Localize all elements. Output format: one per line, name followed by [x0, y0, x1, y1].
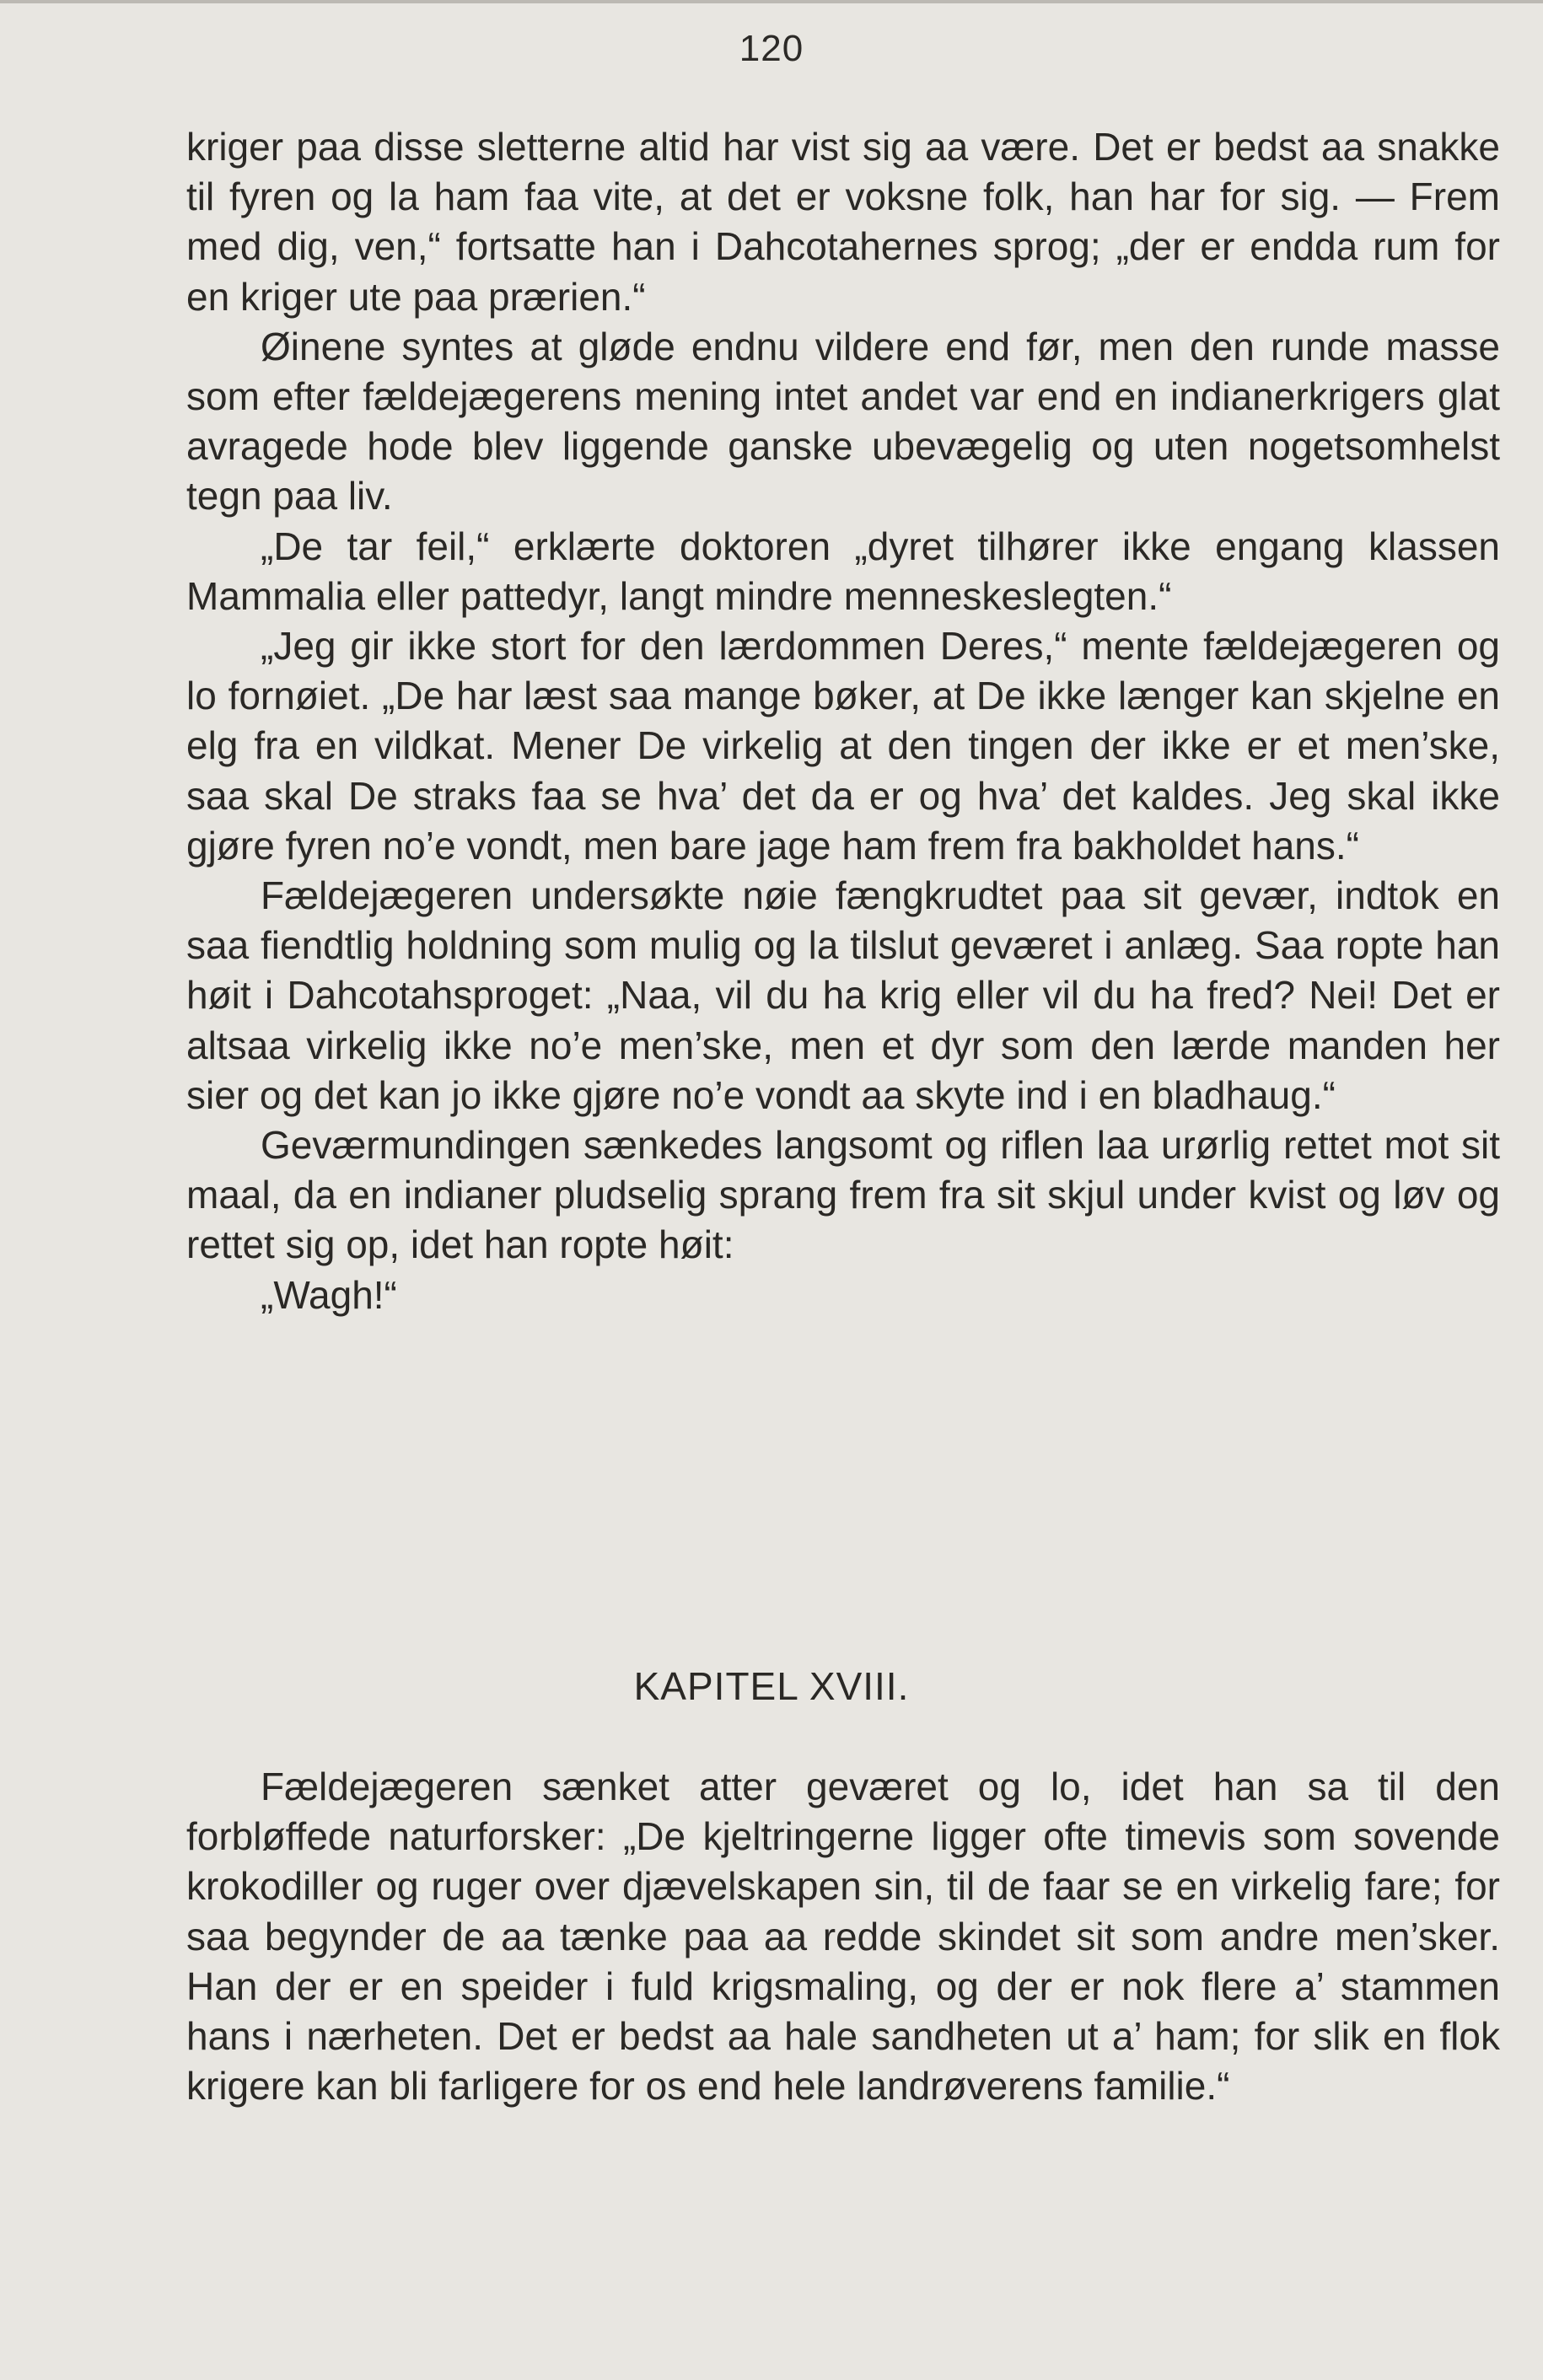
paragraph-5: Fældejægeren undersøkte nøie fængkrudtet paa sit gevær, indtok en saa fiendtlig holdning som mulig og la tilslut geværet i anlæg. Saa ropte han høit i Dahcotahsproget: „Naa, vil du ha krig eller vil du ha fred? Nei! Det er altsaa virkelig ikke no’e men’ske, men et dyr som den lærde manden her sier og det kan jo ikke gjøre no’e vondt aa skyte ind i en bladhaug.“ [186, 873, 1500, 1117]
paragraph-1: kriger paa disse sletterne altid har vist sig aa være. Det er bedst aa snakke til fyren og la ham faa vite, at det er voksne folk, han har for sig. — Frem med dig, ven,“ fortsatte han i Dahcotahernes sprog; „der er endda rum for en kriger ute paa prærien.“ [186, 125, 1500, 319]
page-number: 120 [739, 28, 804, 69]
paragraph-6: Geværmundingen sænkedes langsomt og riflen laa urørlig rettet mot sit maal, da en indianer pludselig sprang frem fra sit skjul under kvist og løv og rettet sig op, idet han ropte høit: [186, 1123, 1500, 1267]
page-top-edge [0, 0, 1543, 3]
chapter-heading: KAPITEL XVIII. [633, 1664, 910, 1708]
body-text-after-chapter [186, 1762, 1500, 2111]
chapter-paragraph-1: Fældejægeren sænket atter geværet og lo, idet han sa til den forbløffede naturforsker: „De kjeltringerne ligger ofte timevis som sovende krokodiller og ruger over djævelskapen sin, til de faar se en virkelig fare; for saa begynder de aa tænke paa aa redde skindet sit som andre men’sker. Han der er en speider i fuld krigsmaling, og der er nok flere a’ stammen hans i nærheten. Det er bedst aa hale sandheten ut a’ ham; for slik en flok krigere kan bli farligere for os end hele landrøverens familie.“ [186, 1765, 1500, 2109]
paragraph-3: „De tar feil,“ erklærte doktoren „dyret tilhører ikke engang klassen Mammalia eller pattedyr, langt mindre menneskeslegten.“ [186, 524, 1500, 618]
paragraph-4: „Jeg gir ikke stort for den lærdommen Deres,“ mente fældejægeren og lo fornøiet. „De har læst saa mange bøker, at De ikke længer kan skjelne en elg fra en vildkat. Mener De virkelig at den tingen der ikke er et men’ske, saa skal De straks faa se hva’ det da er og hva’ det kaldes. Jeg skal ikke gjøre fyren no’e vondt, men bare jage ham frem fra bakholdet hans.“ [186, 624, 1500, 868]
body-text-before-chapter [186, 122, 1500, 1320]
paragraph-2: Øinene syntes at gløde endnu vildere end før, men den runde masse som efter fældejægerens mening intet andet var end en indianerkrigers glat avragede hode blev liggende ganske ubevægelig og uten nogetsomhelst tegn paa liv. [186, 324, 1500, 518]
paragraph-7: „Wagh!“ [261, 1272, 397, 1317]
